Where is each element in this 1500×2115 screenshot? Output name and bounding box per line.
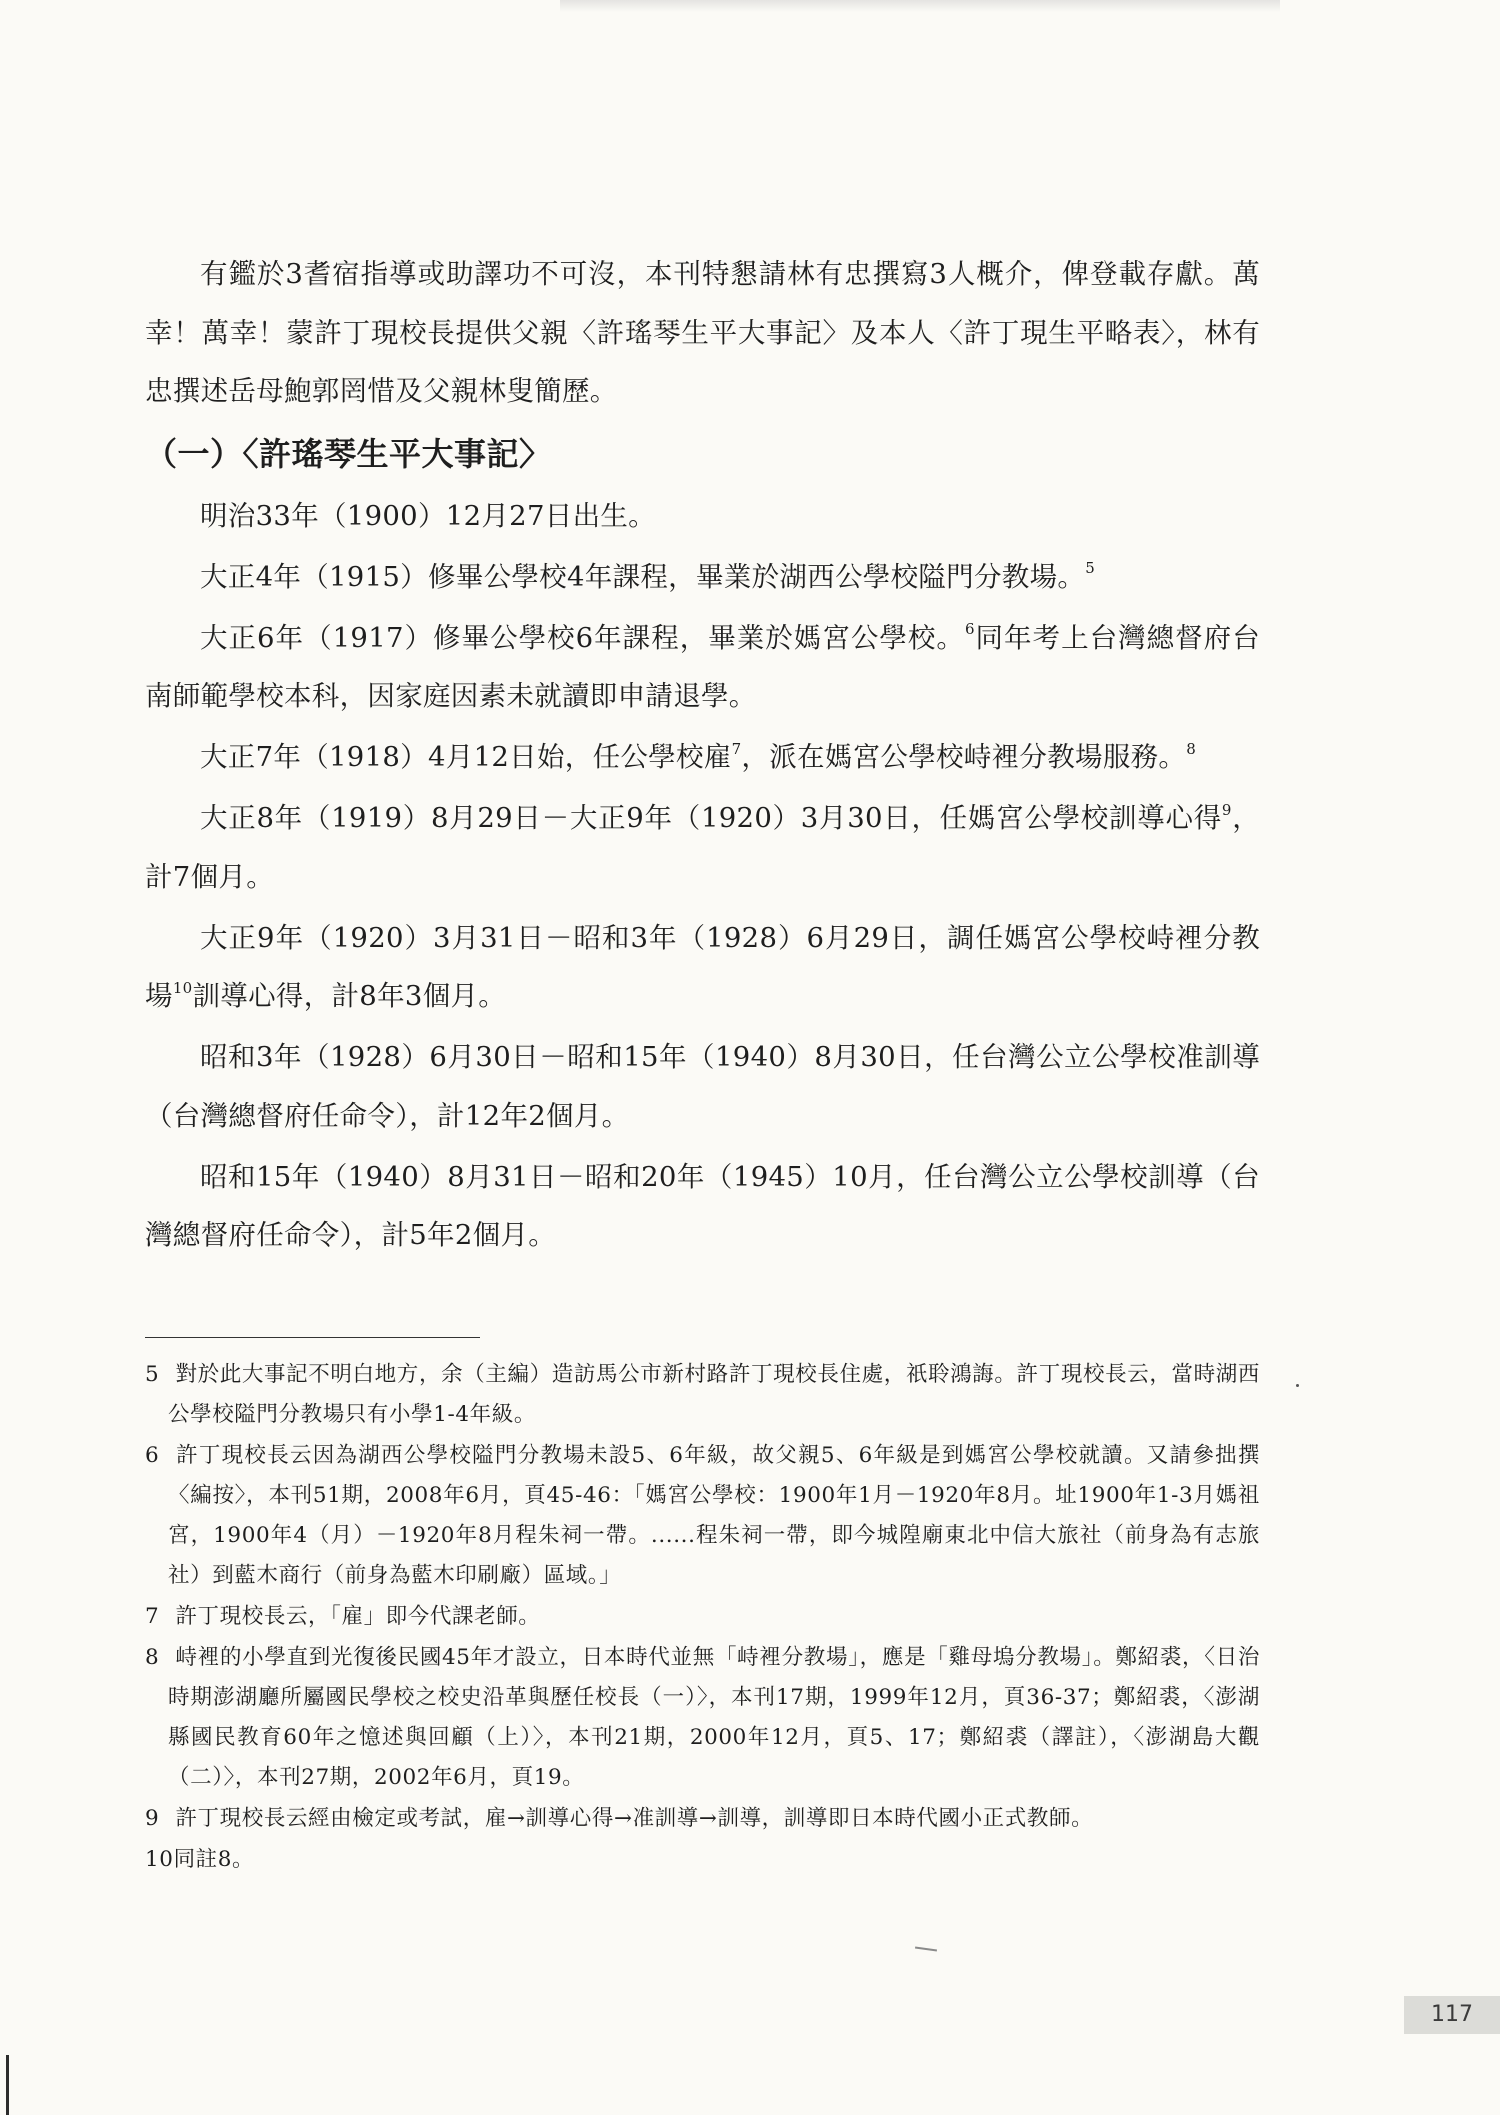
- footnote: 9 許丁現校長云經由檢定或考試，雇→訓導心得→准訓導→訓導，訓導即日本時代國小正式教師。: [145, 1799, 1260, 1839]
- timeline-entry: 大正9年（1920）3月31日－昭和3年（1928）6月29日，調任媽宮公學校峙裡分教場$^{10}$訓導心得，計8年3個月。: [145, 921, 1260, 1012]
- footnote-number: 6: [145, 1443, 160, 1468]
- footnote-number: 5: [145, 1362, 160, 1387]
- intro-paragraph: 有鑑於3耆宿指導或助譯功不可沒，本刊特懇請林有忠撰寫3人概介，俾登載存獻。萬幸！萬幸！蒙許丁現校長提供父親〈許瑤琴生平大事記〉及本人〈許丁現生平略表〉，林有忠撰述岳母鮑郭罔惜及父親林叟簡歷。: [145, 258, 1260, 407]
- footnote: 7 許丁現校長云，「雇」即今代課老師。: [145, 1597, 1260, 1637]
- footnote-number: 9: [145, 1806, 160, 1831]
- footnote: 10同註8。: [145, 1840, 1260, 1880]
- footnote: 5 對於此大事記不明白地方，余（主編）造訪馬公市新村路許丁現校長住處，祇聆鴻誨。許丁現校長云，當時湖西公學校隘門分教場只有小學1-4年級。: [145, 1355, 1260, 1435]
- footnote-ref[interactable]: 5: [1085, 559, 1096, 578]
- timeline-entry: 昭和3年（1928）6月30日－昭和15年（1940）8月30日，任台灣公立公學校准訓導（台灣總督府任命令），計12年2個月。: [145, 1041, 1260, 1132]
- timeline-entry: 大正6年（1917）修畢公學校6年課程，畢業於媽宮公學校。$^6$同年考上台灣總督府台南師範學校本科，因家庭因素未就讀即申請退學。: [145, 620, 1260, 712]
- footnote: 8 峙裡的小學直到光復後民國45年才設立，日本時代並無「峙裡分教場」，應是「雞母塢分教場」。鄭紹裘，〈日治時期澎湖廳所屬國民學校之校史沿革與歷任校長（一）〉，本刊17期，1999年12月，頁36-37；鄭紹裘，〈澎湖縣國民教育60年之憶述與回顧（上）〉，本刊21期，2000年12月，頁5、17；鄭紹裘（譯註），〈澎湖島大觀（二）〉，本刊27期，2002年6月，頁19。: [145, 1638, 1260, 1798]
- timeline-entry: 明治33年（1900）12月27日出生。: [200, 499, 656, 532]
- footnote: 6 許丁現校長云因為湖西公學校隘門分教場未設5、6年級，故父親5、6年級是到媽宮公學校就讀。又請參拙撰〈編按〉，本刊51期，2008年6月，頁45-46：「媽宮公學校：1900年1月－1920年8月。址1900年1-3月媽祖宮，1900年4（月）－1920年8月程朱祠一帶。......程朱祠一帶，即今城隍廟東北中信大旅社（前身為有志旅社）到藍木商行（前身為藍木印刷廠）區域。」: [145, 1436, 1260, 1596]
- timeline-entry: 大正7年（1918）4月12日始，任公學校雇$^7$，派在媽宮公學校峙裡分教場服務。$^8$: [200, 739, 1197, 773]
- footnote-ref[interactable]: 6: [964, 620, 975, 639]
- footnote-ref[interactable]: 9: [1221, 800, 1232, 819]
- main-content: [145, 245, 1260, 1267]
- footnote-number: 7: [145, 1604, 160, 1629]
- timeline-entry: 大正8年（1919）8月29日－大正9年（1920）3月30日，任媽宮公學校訓導心得$^9$，計7個月。: [145, 800, 1260, 893]
- section-heading: （一）〈許瑤琴生平大事記〉: [145, 434, 552, 473]
- footnote-divider: [145, 1337, 480, 1338]
- footnote-ref[interactable]: 8: [1186, 739, 1197, 758]
- timeline-entry: 大正4年（1915）修畢公學校4年課程，畢業於湖西公學校隘門分教場。$^5$: [200, 559, 1096, 593]
- scan-speck: [1296, 1384, 1299, 1387]
- scan-edge-mark: [6, 2055, 9, 2115]
- scan-shadow: [560, 0, 1280, 12]
- timeline-entry: 昭和15年（1940）8月31日－昭和20年（1945）10月，任台灣公立公學校訓導（台灣總督府任命令），計5年2個月。: [145, 1160, 1260, 1251]
- footnote-ref[interactable]: 7: [731, 739, 742, 758]
- footnote-number: 10: [145, 1847, 174, 1872]
- footnote-number: 8: [145, 1645, 160, 1670]
- footnote-ref[interactable]: 10: [172, 978, 193, 997]
- page-number: 117: [1404, 1996, 1500, 2034]
- scan-speck: [915, 1946, 937, 1951]
- footnotes: [145, 1355, 1260, 1881]
